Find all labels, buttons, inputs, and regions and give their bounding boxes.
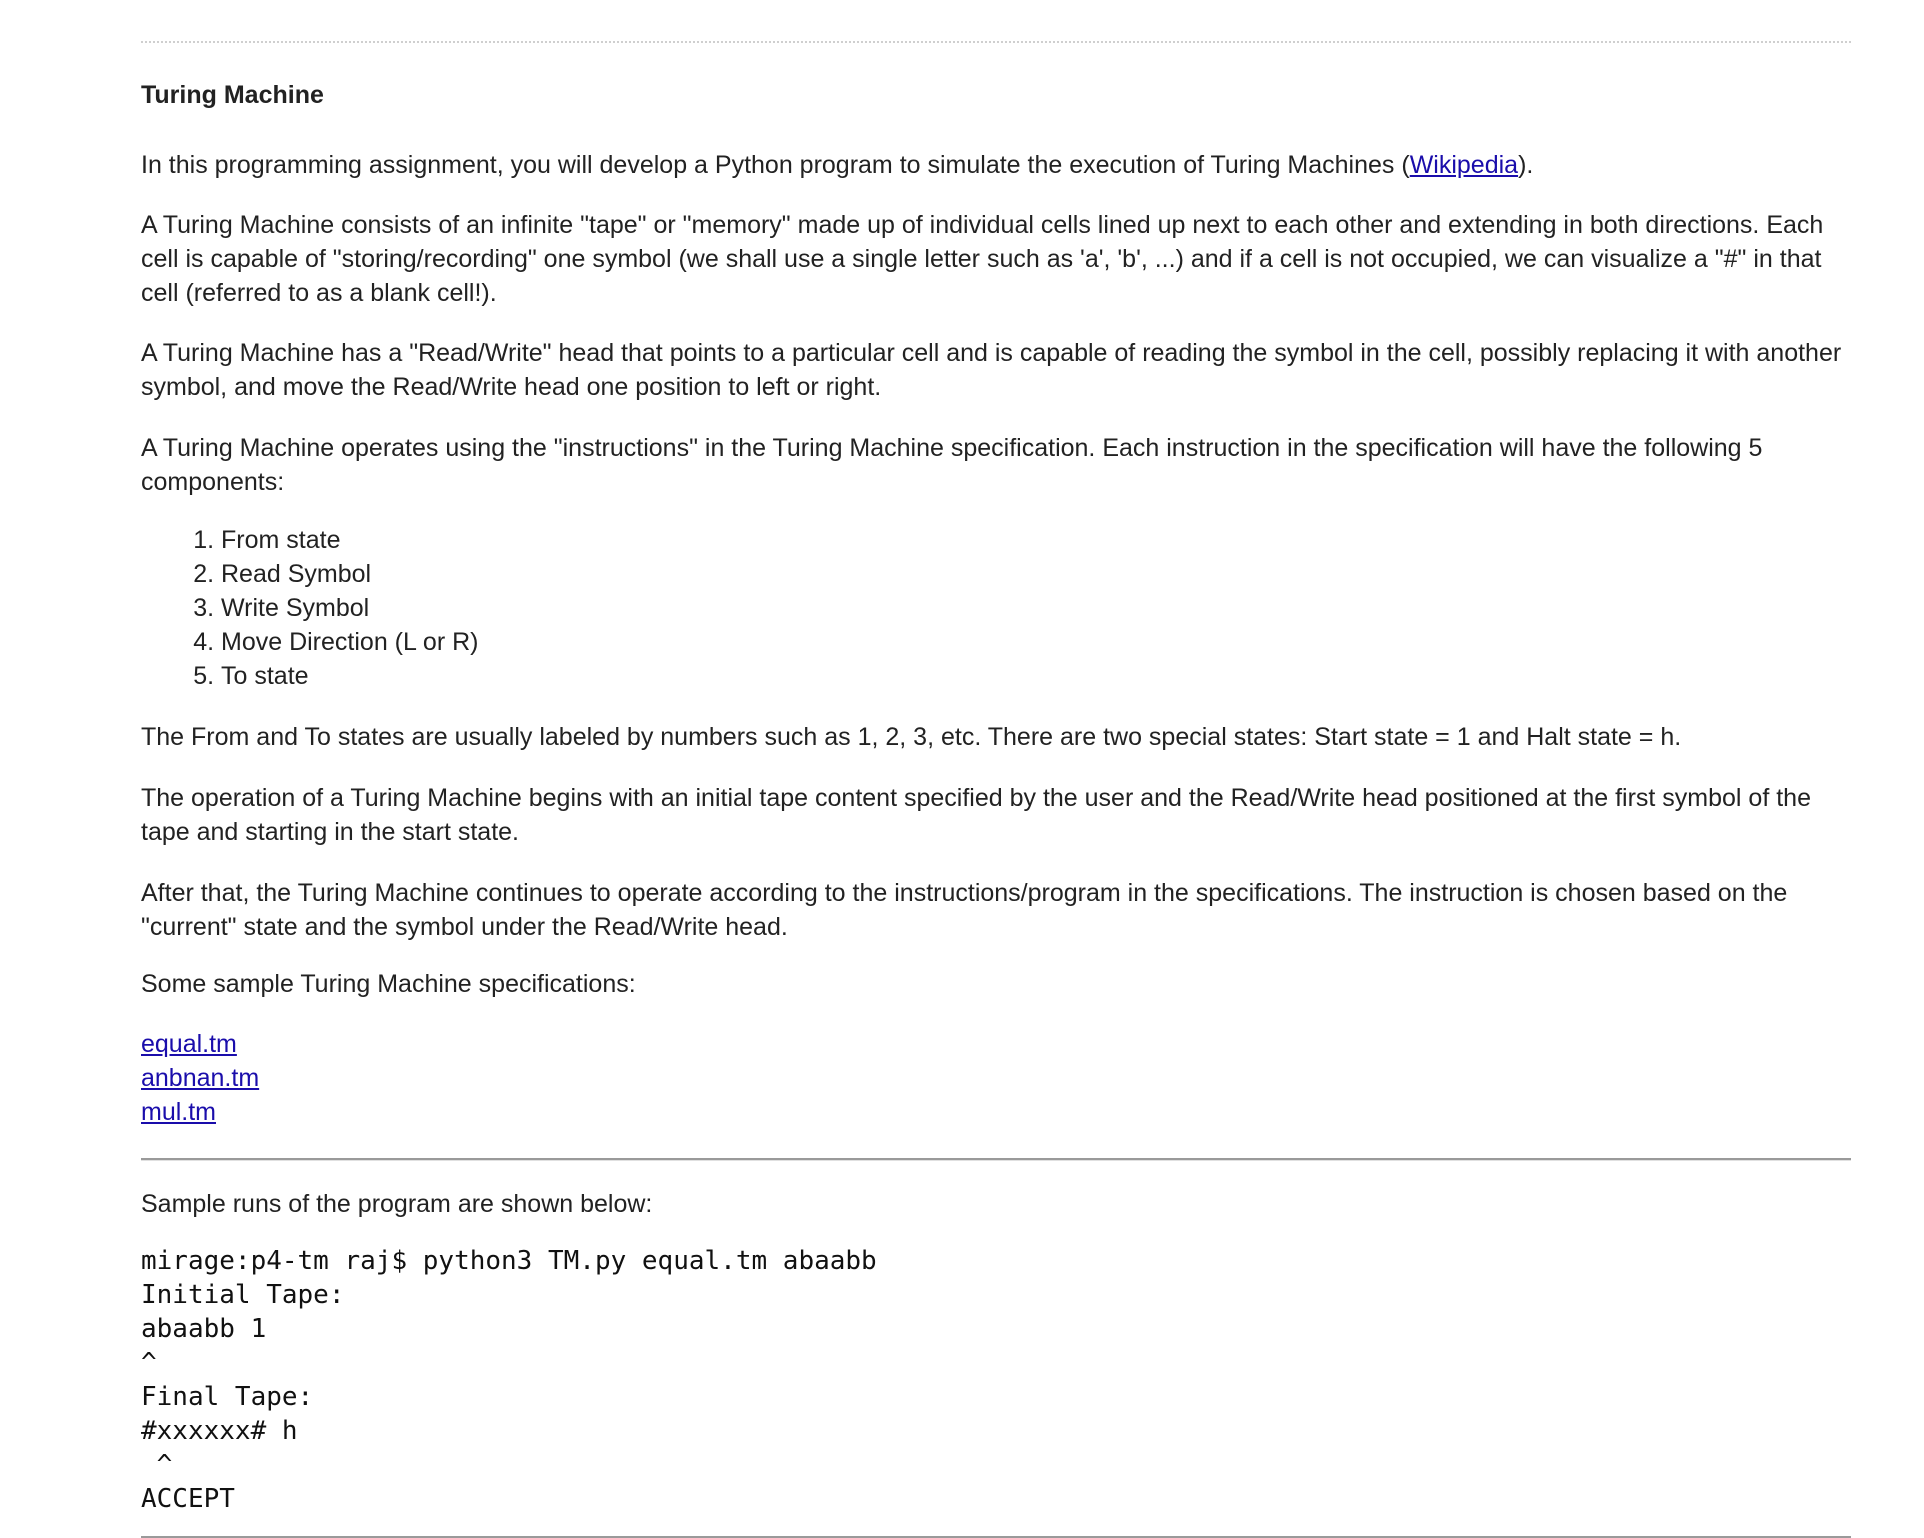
- components-list: [141, 523, 478, 693]
- anbnan-tm-link[interactable]: anbnan.tm: [141, 1064, 260, 1092]
- tape-paragraph: A Turing Machine consists of an infinite "tape" or "memory" made up of individual cells lined up next to each other and extending in both directions. Each cell is capable of "storing/recording" one symbol (we shall use a single letter such as 'a', 'b', ...) and if a cell is not occupied, we can visualize a "#" in that cell (referred to as a blank cell!).: [141, 211, 1824, 307]
- list-item: 4. Move Direction (L or R): [221, 625, 478, 659]
- list-item: 3. Write Symbol: [221, 591, 478, 625]
- sample-run-output: mirage:p4-tm raj$ python3 TM.py equal.tm abaabb Initial Tape: abaabb 1 ^ Final Tape: #xxxxxx# h ^ ACCEPT: [141, 1246, 877, 1514]
- continue-paragraph: After that, the Turing Machine continues to operate according to the instructions/program in the specifications. The instruction is chosen based on the "current" state and the symbol under the Read/Write head.: [141, 879, 1788, 941]
- list-item: 1. From state: [221, 523, 478, 557]
- equal-tm-link[interactable]: equal.tm: [141, 1030, 237, 1058]
- spec-files-list: [141, 1027, 259, 1129]
- mul-tm-link[interactable]: mul.tm: [141, 1098, 216, 1126]
- intro-paragraph: [141, 148, 1851, 182]
- operation-paragraph: The operation of a Turing Machine begins with an initial tape content specified by the user and the Read/Write head positioned at the first symbol of the tape and starting in the start state.: [141, 784, 1811, 846]
- section-divider: [141, 1158, 1851, 1160]
- page-title: Turing Machine: [141, 81, 324, 109]
- samples-paragraph: Some sample Turing Machine specifications:: [141, 970, 636, 998]
- head-paragraph: A Turing Machine has a "Read/Write" head that points to a particular cell and is capable of reading the symbol in the cell, possibly replacing it with another symbol, and move the Read/Write head one position to left or right.: [141, 339, 1842, 401]
- intro-text-end: ).: [1518, 151, 1534, 179]
- list-item: 5. To state: [221, 659, 478, 693]
- top-dotted-divider: [141, 41, 1851, 43]
- wikipedia-link[interactable]: Wikipedia: [1409, 151, 1519, 179]
- runs-paragraph: Sample runs of the program are shown below:: [141, 1190, 653, 1218]
- intro-text: In this programming assignment, you will develop a Python program to simulate the execution of Turing Machines (: [141, 151, 1410, 179]
- states-paragraph: The From and To states are usually labeled by numbers such as 1, 2, 3, etc. There are two special states: Start state = 1 and Halt state = h.: [141, 723, 1682, 751]
- list-item: 2. Read Symbol: [221, 557, 478, 591]
- instructions-paragraph: A Turing Machine operates using the "instructions" in the Turing Machine specification. Each instruction in the specification will have the following 5 components:: [141, 434, 1763, 496]
